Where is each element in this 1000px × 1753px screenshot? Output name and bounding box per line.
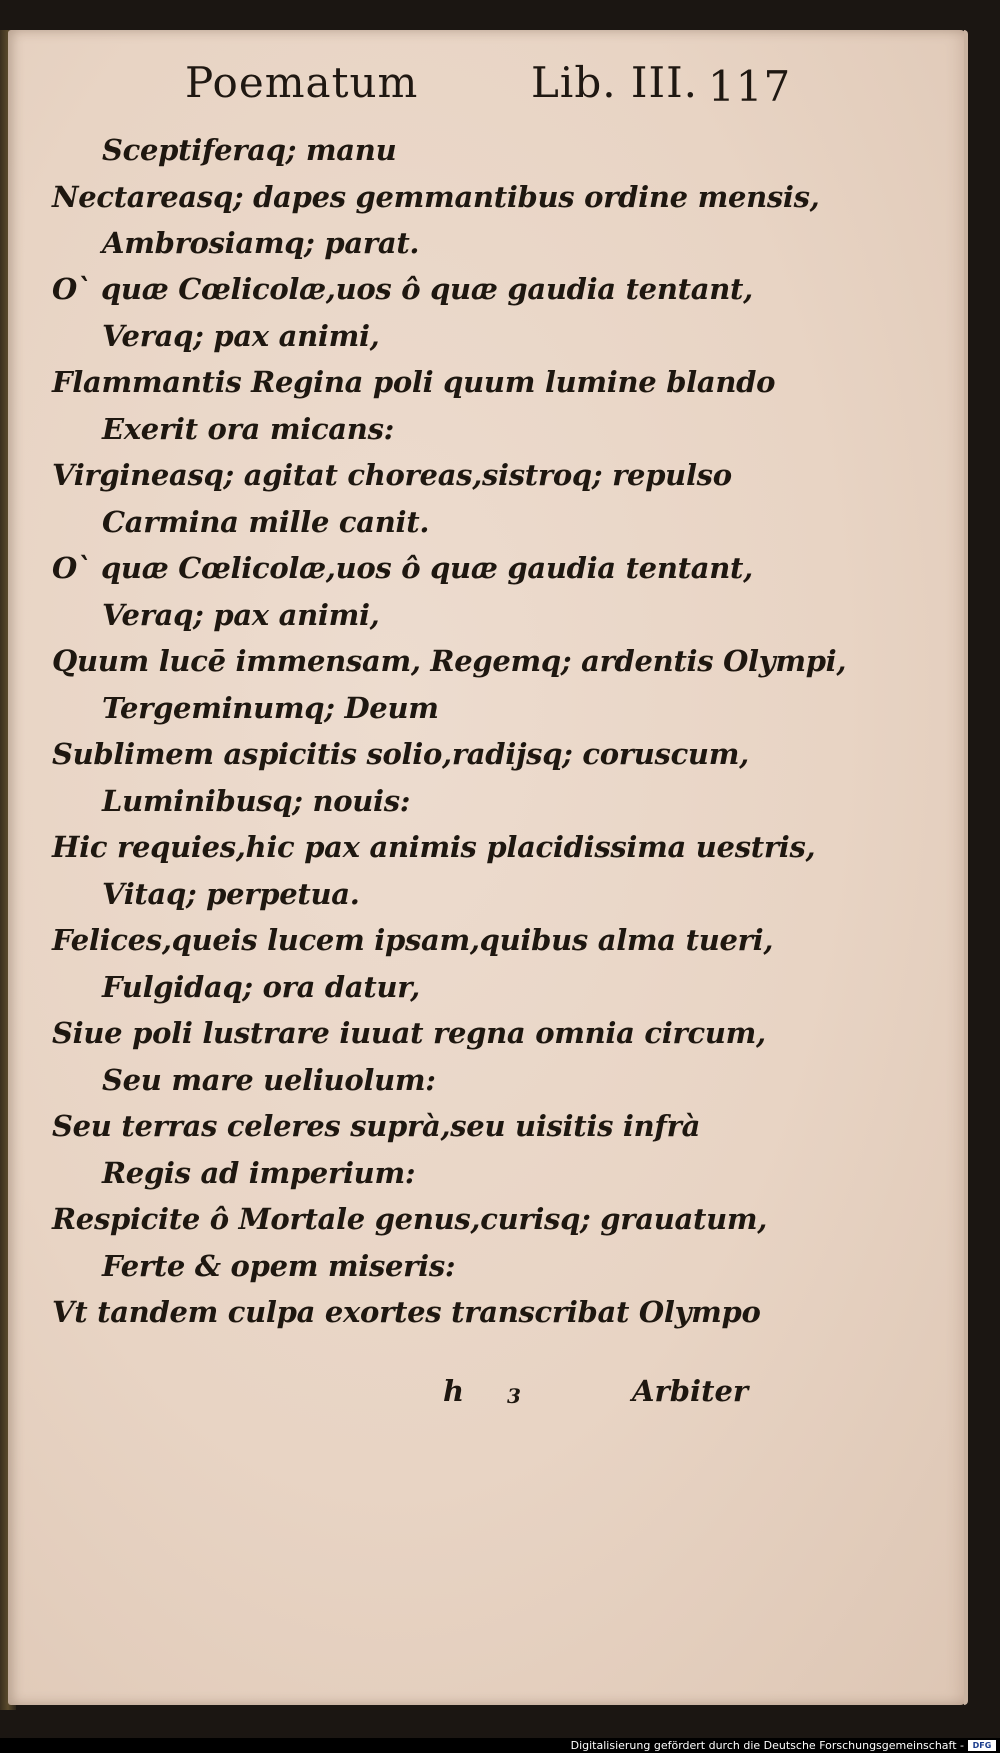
verse-line: Felices,queis lucem ipsam,quibus alma tueri, — [52, 923, 774, 957]
verse-line: Ferte & opem miseris: — [102, 1249, 456, 1283]
verse-line: Flammantis Regina poli quum lumine blando — [52, 365, 776, 399]
verse-line: Vt tandem culpa exortes transcribat Olympo — [52, 1295, 761, 1329]
verse-line: Respicite ô Mortale genus,curisq; grauatum, — [52, 1202, 768, 1236]
verse-line: O` quæ Cœlicolæ,uos ô quæ gaudia tentant, — [52, 551, 753, 585]
verse-line: Sceptiferaq; manu — [102, 133, 397, 167]
verse-line: Tergeminumq; Deum — [102, 691, 439, 725]
verse-line: Vitaq; perpetua. — [102, 877, 360, 911]
verse-line: Fulgidaq; ora datur, — [102, 970, 420, 1004]
verse-line: Seu mare ueliuolum: — [102, 1063, 436, 1097]
verse-line: Seu terras celeres suprà,seu uisitis infrà — [52, 1109, 701, 1143]
verse-line: Siue poli lustrare iuuat regna omnia circum, — [52, 1016, 766, 1050]
verse-line: Ambrosiamq; parat. — [102, 226, 420, 260]
dfg-logo: DFG — [968, 1740, 996, 1751]
running-head-title: Poematum — [185, 58, 419, 107]
verse-line: Veraq; pax animi, — [102, 319, 380, 353]
verse-line: Quum lucē immensam, Regemq; ardentis Olympi, — [52, 644, 847, 678]
verse-line: Carmina mille canit. — [102, 505, 430, 539]
verse-line: Sublimem aspicitis solio,radijsq; coruscum, — [52, 737, 749, 771]
signature-mark-letter: h — [443, 1374, 465, 1408]
verse-line: O` quæ Cœlicolæ,uos ô quæ gaudia tentant, — [52, 272, 753, 306]
signature-mark-number: 3 — [507, 1384, 521, 1408]
digitization-credit: Digitalisierung gefördert durch die Deutsche Forschungsgemeinschaft - — [570, 1739, 964, 1752]
verse-line: Nectareasq; dapes gemmantibus ordine mensis, — [52, 180, 820, 214]
running-head-book: Lib. III. — [531, 58, 699, 107]
verse-line: Veraq; pax animi, — [102, 598, 380, 632]
folio-number: 117 — [708, 62, 792, 111]
verse-line: Hic requies,hic pax animis placidissima uestris, — [52, 830, 816, 864]
verse-line: Virgineasq; agitat choreas,sistroq; repulso — [52, 458, 732, 492]
page-edge — [964, 30, 968, 1705]
verse-line: Exerit ora micans: — [102, 412, 395, 446]
verse-line: Luminibusq; nouis: — [102, 784, 411, 818]
catchword: Arbiter — [632, 1374, 749, 1408]
verse-line: Regis ad imperium: — [102, 1156, 416, 1190]
